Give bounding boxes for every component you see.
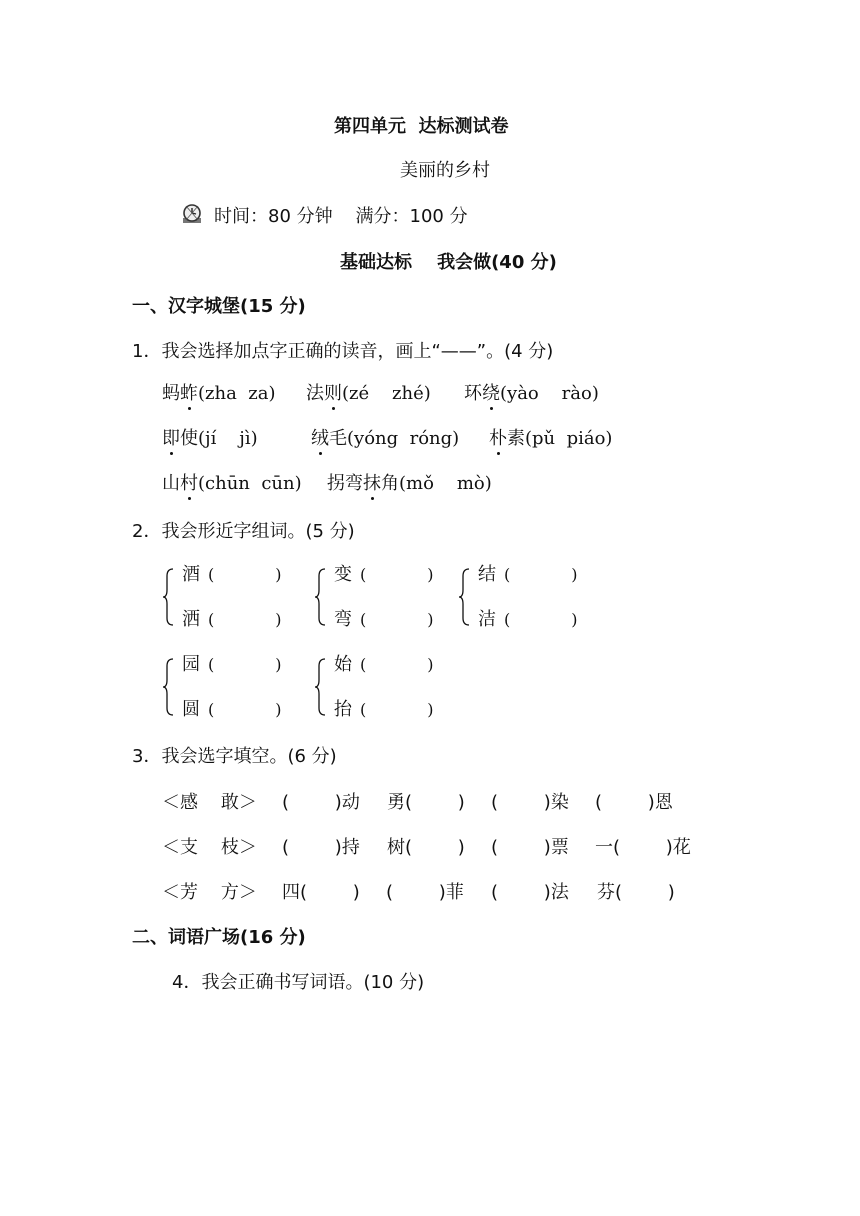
choice-chars: ＜支 枝＞ [162, 837, 257, 858]
char-pair-item [182, 566, 282, 584]
word-part: 毛 [329, 428, 347, 449]
q1-prompt: 1．我会选择加点字正确的读音，画上“——”。(4 分) [132, 341, 554, 362]
dotted-char: 村 [180, 473, 198, 494]
fill-blank-item: 一( )花 [595, 837, 691, 858]
char-pair-item [334, 611, 434, 629]
char-pair-item [334, 656, 434, 674]
pinyin-options: (yào rào) [500, 383, 599, 404]
char-pair-item [182, 656, 282, 674]
word-part: 蚂 [162, 383, 180, 404]
clock-icon [180, 202, 204, 226]
answer-blank: ( ) [504, 610, 578, 629]
answer-blank: ( ) [360, 700, 434, 719]
similar-char: 酒 [182, 564, 200, 585]
reading-item [162, 430, 258, 448]
choice-chars: ＜芳 方＞ [162, 882, 257, 903]
reading-item [311, 430, 459, 448]
word-part: 使 [180, 428, 198, 449]
reading-item [489, 430, 612, 448]
brace-icon [162, 658, 174, 716]
pinyin-options: (pǔ piáo) [525, 428, 613, 449]
pinyin-options: (zé zhé) [342, 383, 431, 404]
reading-item [327, 475, 492, 493]
similar-char: 结 [478, 564, 496, 585]
brace-icon [458, 568, 470, 626]
similar-char: 变 [334, 564, 352, 585]
similar-char: 始 [334, 654, 352, 675]
dotted-char: 即 [162, 428, 180, 449]
reading-item [306, 385, 431, 403]
choice-chars: ＜感 敢＞ [162, 792, 257, 813]
answer-blank: ( ) [360, 565, 434, 584]
reading-item [162, 475, 302, 493]
char-pair-item [182, 701, 282, 719]
fill-blank-item: ( )持 [282, 837, 360, 858]
part1-title: 一、汉字城堡(15 分) [132, 296, 306, 317]
word-part: 山 [162, 473, 180, 494]
page-subtitle: 美丽的乡村 [400, 160, 490, 181]
fill-blank-item: ( )票 [491, 837, 569, 858]
brace-icon [162, 568, 174, 626]
reading-item [464, 385, 599, 403]
time-score-label: 时间：80 分钟 满分：100 分 [214, 206, 468, 227]
similar-char: 洒 [182, 609, 200, 630]
pinyin-options: (mǒ mò) [399, 473, 492, 494]
answer-blank: ( ) [208, 565, 282, 584]
char-pair-item [478, 566, 578, 584]
char-pair-item [334, 701, 434, 719]
pinyin-options: (jí jì) [198, 428, 258, 449]
similar-char: 圆 [182, 699, 200, 720]
char-pair-item [182, 611, 282, 629]
similar-char: 洁 [478, 609, 496, 630]
dotted-char: 蚱 [180, 383, 198, 404]
fill-blank-item: ( )染 [491, 792, 569, 813]
brace-icon [314, 568, 326, 626]
word-part: 法 [306, 383, 324, 404]
fill-blank-item: ( )菲 [386, 882, 464, 903]
fill-blank-item: ( )动 [282, 792, 360, 813]
fill-blank-item: ( )法 [491, 882, 569, 903]
dotted-char: 则 [324, 383, 342, 404]
q4-prompt: 4．我会正确书写词语。(10 分) [172, 972, 425, 993]
similar-char: 弯 [334, 609, 352, 630]
page-title: 第四单元 达标测试卷 [334, 116, 509, 137]
char-pair-item [478, 611, 578, 629]
dotted-char: 绕 [482, 383, 500, 404]
fill-blank-item: 四( ) [282, 882, 360, 903]
pinyin-options: (chūn cūn) [198, 473, 302, 494]
brace-icon [314, 658, 326, 716]
pinyin-options: (zha za) [198, 383, 276, 404]
similar-char: 园 [182, 654, 200, 675]
dotted-char: 抹 [363, 473, 381, 494]
fill-blank-item: 树( ) [387, 837, 465, 858]
reading-item [162, 385, 276, 403]
pinyin-options: (yóng róng) [347, 428, 460, 449]
word-part: 角 [381, 473, 399, 494]
fill-blank-item: 芬( ) [597, 882, 675, 903]
q2-prompt: 2．我会形近字组词。(5 分) [132, 521, 355, 542]
fill-blank-item: 勇( ) [387, 792, 465, 813]
dotted-char: 朴 [489, 428, 507, 449]
answer-blank: ( ) [208, 655, 282, 674]
word-part: 素 [507, 428, 525, 449]
answer-blank: ( ) [360, 655, 434, 674]
answer-blank: ( ) [504, 565, 578, 584]
q3-prompt: 3．我会选字填空。(6 分) [132, 746, 337, 767]
char-pair-item [334, 566, 434, 584]
word-part: 环 [464, 383, 482, 404]
fill-blank-item: ( )恩 [595, 792, 673, 813]
answer-blank: ( ) [360, 610, 434, 629]
dotted-char: 绒 [311, 428, 329, 449]
word-part: 拐弯 [327, 473, 363, 494]
section-heading: 基础达标 我会做(40 分) [340, 252, 557, 273]
answer-blank: ( ) [208, 610, 282, 629]
answer-blank: ( ) [208, 700, 282, 719]
similar-char: 抬 [334, 699, 352, 720]
part2-title: 二、词语广场(16 分) [132, 927, 306, 948]
